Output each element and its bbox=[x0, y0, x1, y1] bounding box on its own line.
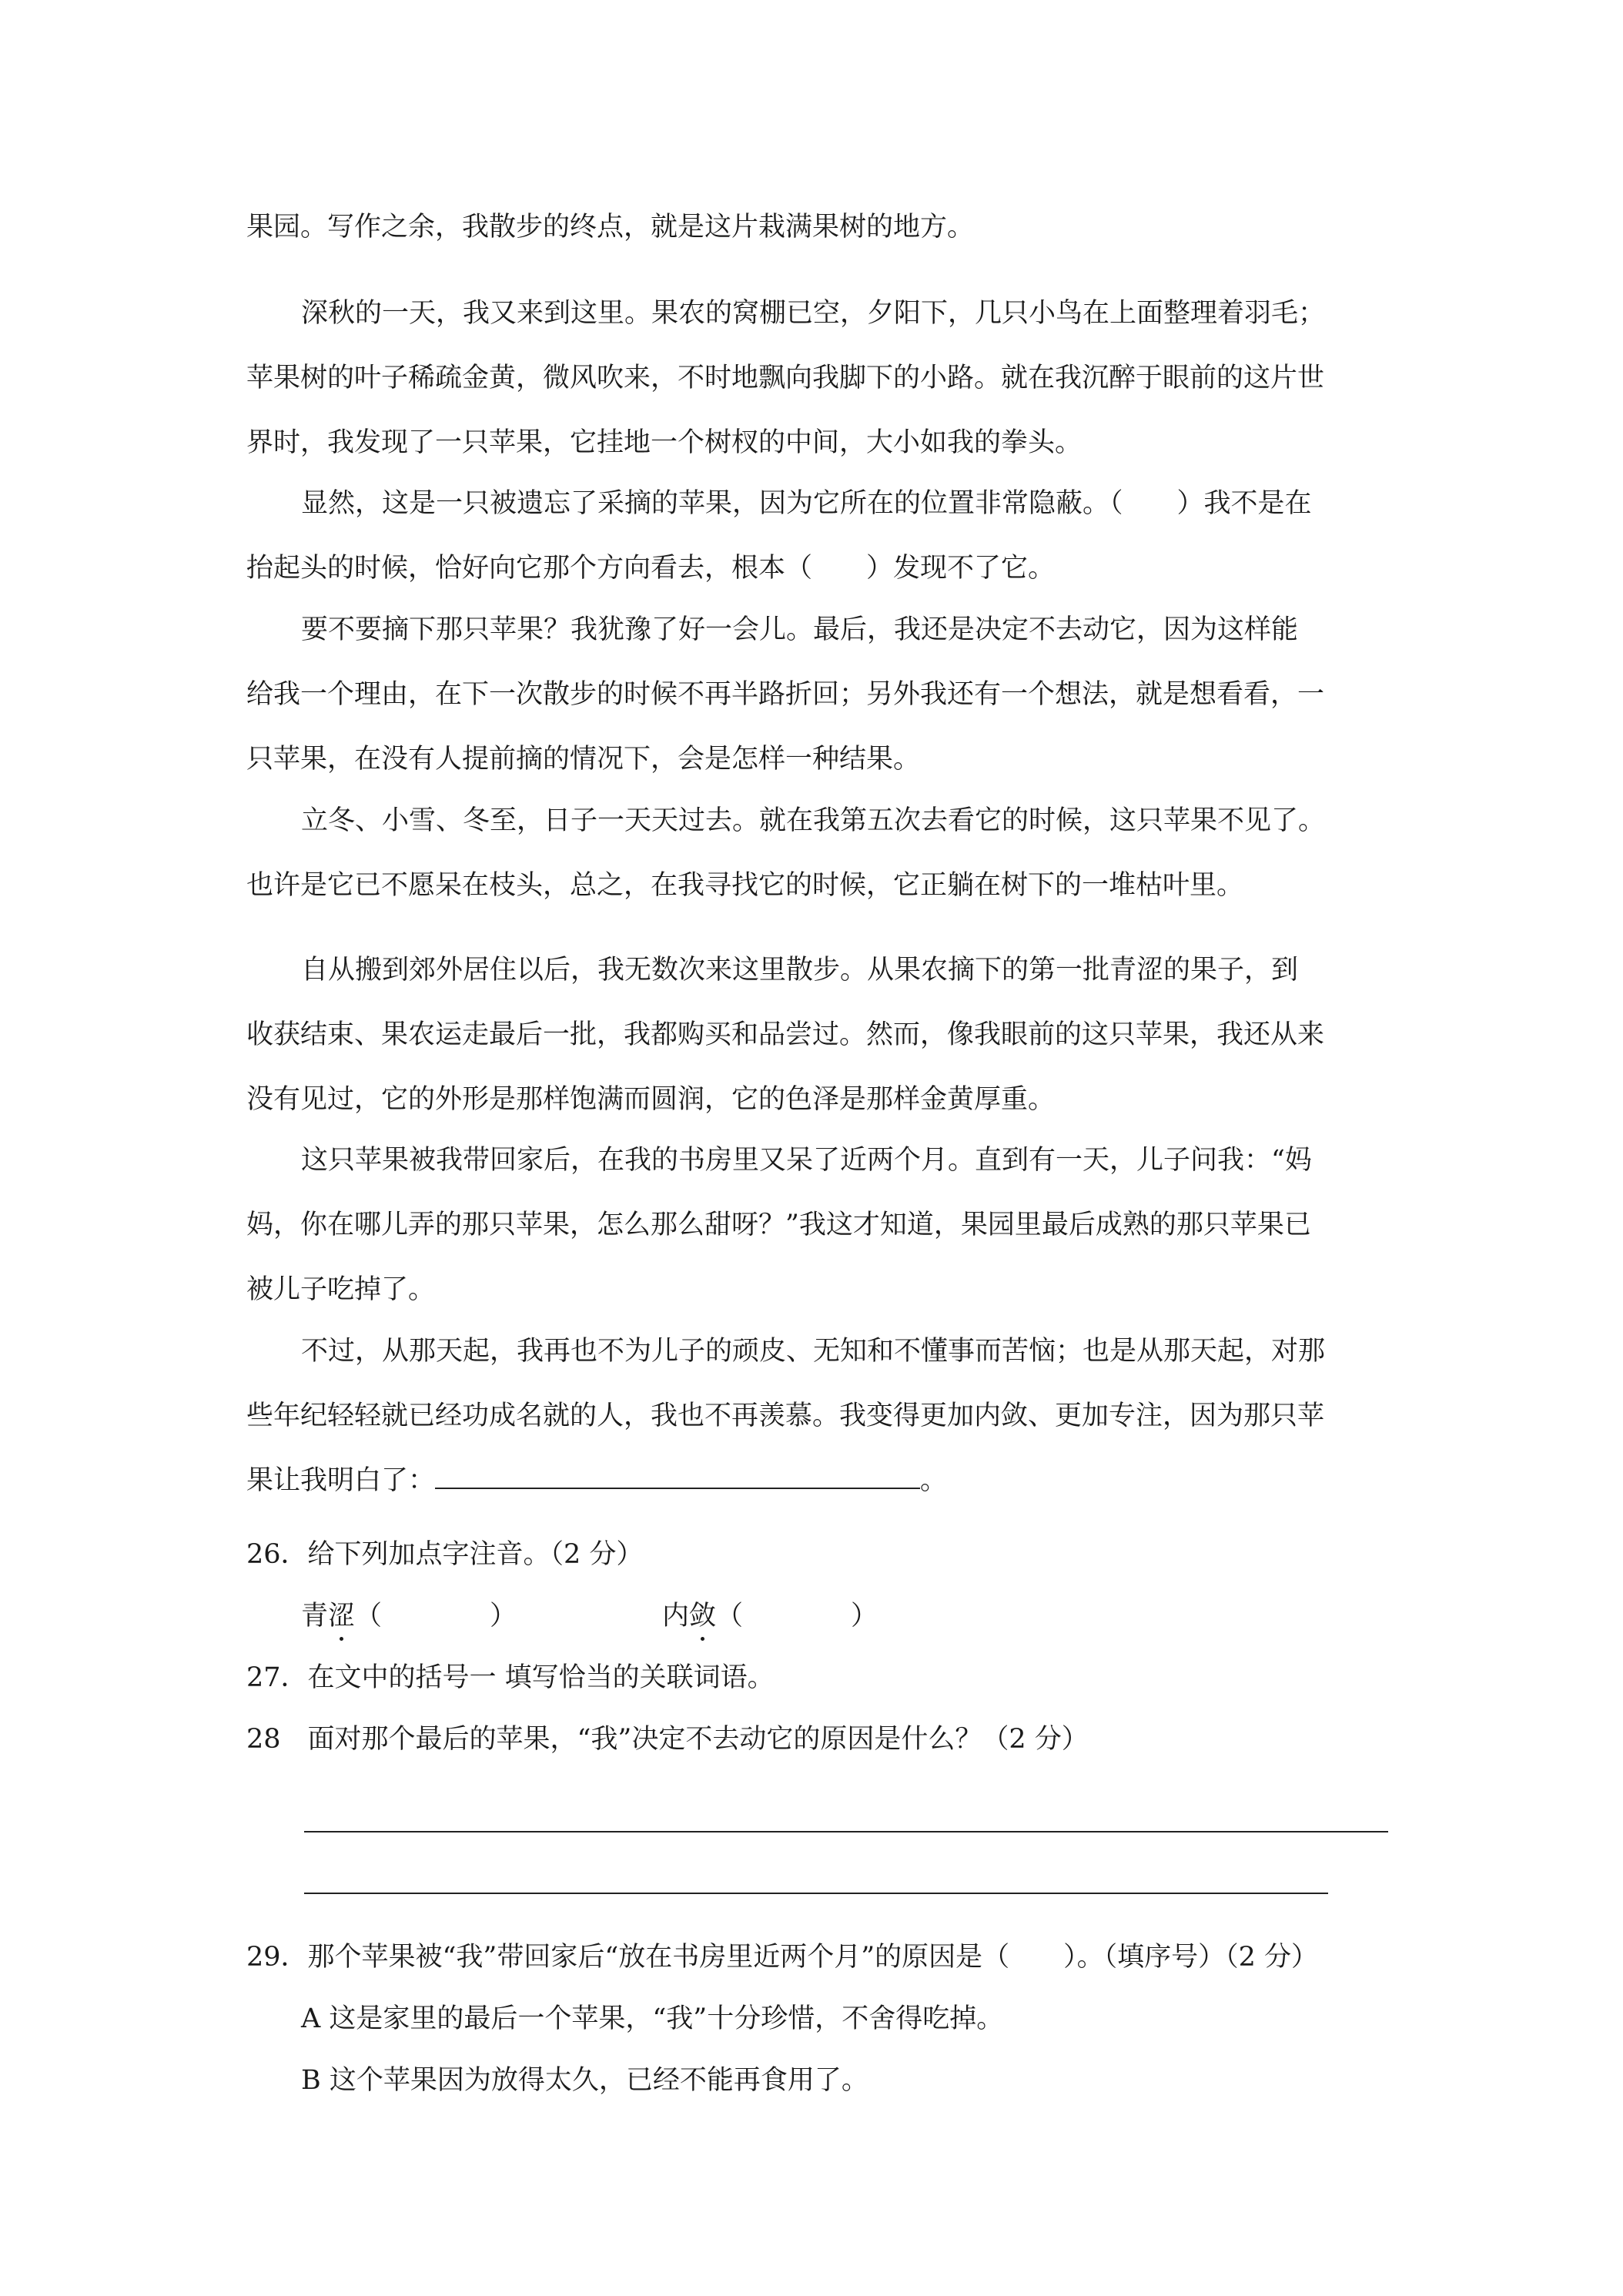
passage-line: 不过，从那天起，我再也不为儿子的顽皮、无知和不懂事而苦恼；也是从那天起，对那 bbox=[301, 1336, 1326, 1367]
passage-line: 界时，我发现了一只苹果，它挂地一个树杈的中间，大小如我的拳头。 bbox=[246, 427, 1083, 458]
question-27: 27．在文中的括号一 填写恰当的关联词语。 bbox=[246, 1662, 775, 1693]
passage-text: 。 bbox=[920, 1465, 948, 1496]
passage-line: 妈，你在哪儿弄的那只苹果，怎么那么甜呀？”我这才知道，果园里最后成熟的那只苹果已 bbox=[246, 1210, 1311, 1240]
passage-line: 给我一个理由，在下一次散步的时候不再半路折回；另外我还有一个想法，就是想看看，一 bbox=[246, 679, 1325, 710]
option-a[interactable]: A 这是家里的最后一个苹果，“我”十分珍惜，不舍得吃掉。 bbox=[301, 2003, 1004, 2034]
passage-line-with-blank bbox=[246, 1464, 947, 1498]
q26-word-1 bbox=[301, 1599, 517, 1633]
q26-dotted-char: 涩 bbox=[328, 1601, 356, 1632]
passage-line: 些年纪轻轻就已经功成名就的人，我也不再羡慕。我变得更加内敛、更加专注，因为那只苹 bbox=[246, 1401, 1325, 1431]
passage-text: 果让我明白了： bbox=[246, 1465, 436, 1496]
pinyin-answer-blank[interactable]: （ ） bbox=[716, 1601, 878, 1632]
option-b[interactable]: B 这个苹果因为放得太久，已经不能再食用了。 bbox=[301, 2065, 868, 2096]
q26-dotted-char: 敛 bbox=[689, 1601, 717, 1632]
passage-line: 这只苹果被我带回家后，在我的书房里又呆了近两个月。直到有一天，儿子问我：“妈 bbox=[301, 1145, 1312, 1176]
passage-line: 没有见过，它的外形是那样饱满而圆润，它的色泽是那样金黄厚重。 bbox=[246, 1084, 1056, 1115]
pinyin-answer-blank[interactable]: （ ） bbox=[355, 1601, 517, 1632]
passage-line: 立冬、小雪、冬至，日子一天天过去。就在我第五次去看它的时候，这只苹果不见了。 bbox=[301, 805, 1326, 836]
passage-line: 果园。写作之余，我散步的终点，就是这片栽满果树的地方。 bbox=[246, 212, 975, 243]
question-26: 26．给下列加点字注音。（2 分） bbox=[246, 1539, 644, 1570]
passage-line: 也许是它已不愿呆在枝头，总之，在我寻找它的时候，它正躺在树下的一堆枯叶里。 bbox=[246, 870, 1244, 901]
passage-line: 收获结束、果农运走最后一批，我都购买和品尝过。然而，像我眼前的这只苹果，我还从来 bbox=[246, 1019, 1325, 1050]
question-29: 29．那个苹果被“我”带回家后“放在书房里近两个月”的原因是（ ）。（填序号）（2 分） bbox=[246, 1942, 1319, 1973]
q26-char: 青 bbox=[301, 1601, 329, 1632]
passage-line: 要不要摘下那只苹果？我犹豫了好一会儿。最后，我还是决定不去动它，因为这样能 bbox=[301, 614, 1299, 645]
answer-line[interactable] bbox=[304, 1893, 1328, 1894]
passage-line: 被儿子吃掉了。 bbox=[246, 1274, 436, 1305]
passage-line: 深秋的一天，我又来到这里。果农的窝棚已空，夕阳下，几只小鸟在上面整理着羽毛； bbox=[301, 298, 1326, 329]
fill-in-blank[interactable] bbox=[435, 1464, 920, 1489]
passage-line: 显然，这是一只被遗忘了采摘的苹果，因为它所在的位置非常隐蔽。（ ）我不是在 bbox=[301, 488, 1312, 519]
passage-line: 自从搬到郊外居住以后，我无数次来这里散步。从果农摘下的第一批青涩的果子，到 bbox=[301, 955, 1299, 986]
passage-line: 只苹果，在没有人提前摘的情况下，会是怎样一种结果。 bbox=[246, 744, 921, 775]
answer-line[interactable] bbox=[304, 1831, 1388, 1832]
q26-char: 内 bbox=[662, 1601, 690, 1632]
q26-word-2 bbox=[662, 1599, 878, 1633]
passage-line: 苹果树的叶子稀疏金黄，微风吹来，不时地飘向我脚下的小路。就在我沉醉于眼前的这片世 bbox=[246, 363, 1325, 393]
question-28: 28 面对那个最后的苹果，“我”决定不去动它的原因是什么？（2 分） bbox=[246, 1724, 1089, 1755]
passage-line: 抬起头的时候，恰好向它那个方向看去，根本（ ）发现不了它。 bbox=[246, 553, 1056, 584]
